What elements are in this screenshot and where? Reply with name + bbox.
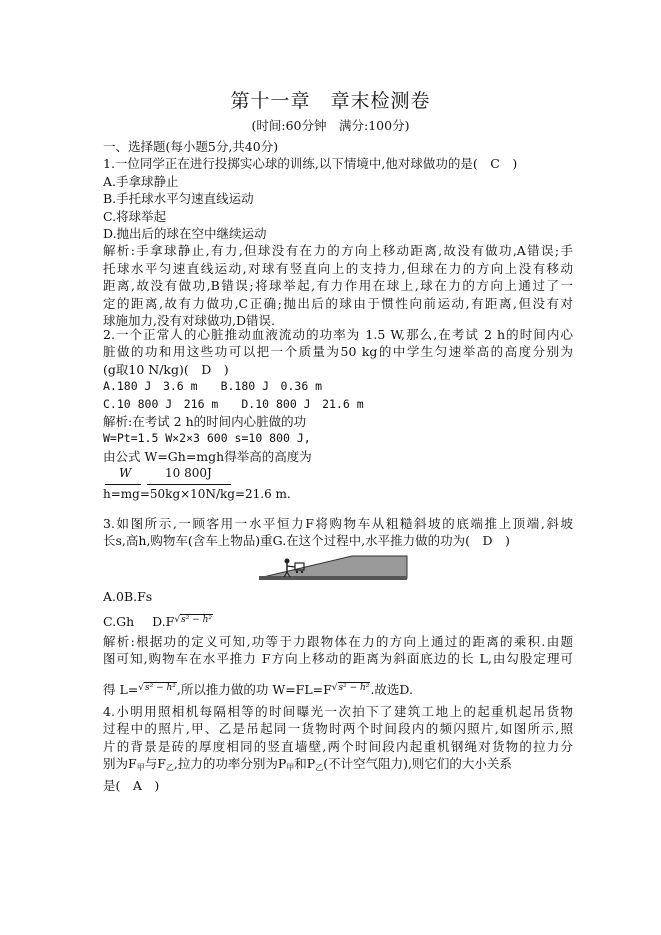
q4-text: ,拉力的功率分别为P <box>173 756 287 772</box>
q3-option-ab: A.0B.Fs <box>103 589 153 604</box>
page-title: 第十一章 章末检测卷 <box>230 90 431 112</box>
page-subtitle: (时间:60分钟 满分:100分) <box>251 118 410 133</box>
q4-stem-line: 4.小明用照相机每隔相等的时间曝光一次拍下了建筑工地上的起重机起吊货物 <box>103 704 573 719</box>
q4-stem-line: 过程中的照片,甲、乙是吊起同一货物时两个时间段内的频闪照片,如图所示,照 <box>103 721 573 737</box>
formula-numerator-work: 10 800J <box>165 466 212 480</box>
q4-text: 和P <box>294 756 316 772</box>
q3-stem-line: 3.如图所示,一顾客用一水平恒力F将购物车从粗糙斜坡的底端推上顶端,斜坡 <box>103 516 573 531</box>
q3-options-cd <box>103 612 573 630</box>
q3-stem-line: 长s,高h,购物车(含车上物品)重G.在这个过程中,水平推力做的功为( D ) <box>103 533 510 549</box>
sqrt-radicand: s² − h² <box>145 683 176 693</box>
ground-base <box>259 576 407 580</box>
sqrt-radicand: s² − h² <box>181 615 212 625</box>
q3-option-d: D.F <box>152 614 175 629</box>
q3-options <box>103 588 573 605</box>
section-title: 一、选择题(每小题5分,共40分) <box>103 139 279 154</box>
subscript-yi: 乙 <box>315 763 324 773</box>
slope-shape <box>259 556 407 578</box>
q2-analysis-line: 由公式 W=Gh=mgh得举高的高度为 <box>103 448 312 464</box>
fraction-bar <box>105 484 141 485</box>
q4-text: 别为F <box>103 756 137 772</box>
sqrt-expression: √s² − h² <box>331 683 370 693</box>
q3-analysis-text: ,所以推力做的功 W=FL=F <box>176 682 332 697</box>
q4-text: 与F <box>144 756 166 772</box>
formula-result: h=mg=50kg×10N/kg=21.6 m. <box>103 487 291 501</box>
q2-options-row-2: C.10 800 J 216 m D.10 800 J 21.6 m <box>103 396 364 411</box>
formula-numerator-w: W <box>119 466 132 480</box>
cart-wheel <box>296 571 298 573</box>
q3-option-c: C.Gh <box>103 614 135 629</box>
subscript-jia: 甲 <box>136 763 145 773</box>
q2-options-row-1: A.180 J 3.6 m B.180 J 0.36 m <box>103 379 323 394</box>
q1-option-c: C.将球举起 <box>103 208 167 224</box>
q4-stem-line: 片的背景是砖的厚度相同的竖直墙壁,两个时间段内起重机钢绳对货物的拉力分 <box>103 738 573 754</box>
q3-analysis-line: 解析:根据功的定义可知,功等于力跟物体在力的方向上通过的距离的乘积.由题 <box>103 634 573 649</box>
question-2-block <box>103 326 573 465</box>
q4-stem-line: 是( A ) <box>103 777 160 793</box>
question-4-block <box>103 703 573 794</box>
sqrt-expression: √s² − h² <box>174 615 212 625</box>
question-3-block <box>103 515 573 550</box>
q3-analysis-text: 得 L= <box>103 682 139 697</box>
cart-wheel <box>301 571 303 573</box>
shopping-cart-slope-figure <box>257 550 409 582</box>
subscript-yi: 乙 <box>165 763 174 773</box>
q1-analysis-line: 托球水平匀速直线运动,对球有竖直向上的支持力,但球在力的方向上没有移动 <box>103 260 573 276</box>
person-head <box>285 559 290 564</box>
q1-option-a: A.手拿球静止 <box>103 173 179 189</box>
q1-analysis-line: 解析:手拿球静止,有力,但球没有在力的方向上移动距离,故没有做功,A错误;手 <box>103 243 573 259</box>
q2-formula <box>103 466 403 506</box>
q4-text: (不计空气阻力),则它们的大小关系 <box>323 756 512 772</box>
q1-analysis-line: 距离,故没有做功,B错误;将球举起,有力作用在球上,球在力的方向上通过了一 <box>103 278 573 294</box>
q1-option-d: D.抛出后的球在空中继续运动 <box>103 226 267 242</box>
q3-analysis-text: .故选D. <box>370 682 413 697</box>
q1-analysis-line: 球施加力,没有对球做功,D错误. <box>103 313 275 329</box>
sqrt-expression: √s² − h² <box>138 683 176 693</box>
q2-stem-line: 脏做的功和用这些功可以把一个质量为50 kg的中学生匀速举高的高度分别为 <box>103 344 573 360</box>
q2-stem-line: (g取10 N/kg)( D ) <box>103 361 229 377</box>
sqrt-radicand: s² − h² <box>338 683 370 693</box>
q1-analysis-line: 定的距离,故有力做功,C正确;抛出后的球由于惯性向前运动,有距离,但没有对 <box>103 295 573 311</box>
person-arm <box>287 566 295 567</box>
q1-stem: 1.一位同学正在进行投掷实心球的训练,以下情境中,他对球做功的是( C ) <box>103 156 518 172</box>
q2-stem-line: 2.一个正常人的心脏推动血液流动的功率为 1.5 W,那么,在考试 2 h的时间内心 <box>103 327 573 342</box>
question-1-block <box>103 138 573 329</box>
q3-analysis <box>103 633 573 668</box>
q3-analysis-line: 图可知,购物车在水平推力 F方向上移动的距离为斜面底边的长 L,由勾股定理可 <box>103 651 573 667</box>
subscript-jia: 甲 <box>286 763 295 773</box>
q2-analysis-line: 解析:在考试 2 h的时间内心脏做的功 <box>103 414 307 430</box>
q2-analysis-line: W=Pt=1.5 W×2×3 600 s=10 800 J, <box>103 431 311 446</box>
q3-analysis-last <box>103 680 573 698</box>
q1-option-b: B.手托球水平匀速直线运动 <box>103 191 254 207</box>
fraction-bar <box>147 484 231 485</box>
